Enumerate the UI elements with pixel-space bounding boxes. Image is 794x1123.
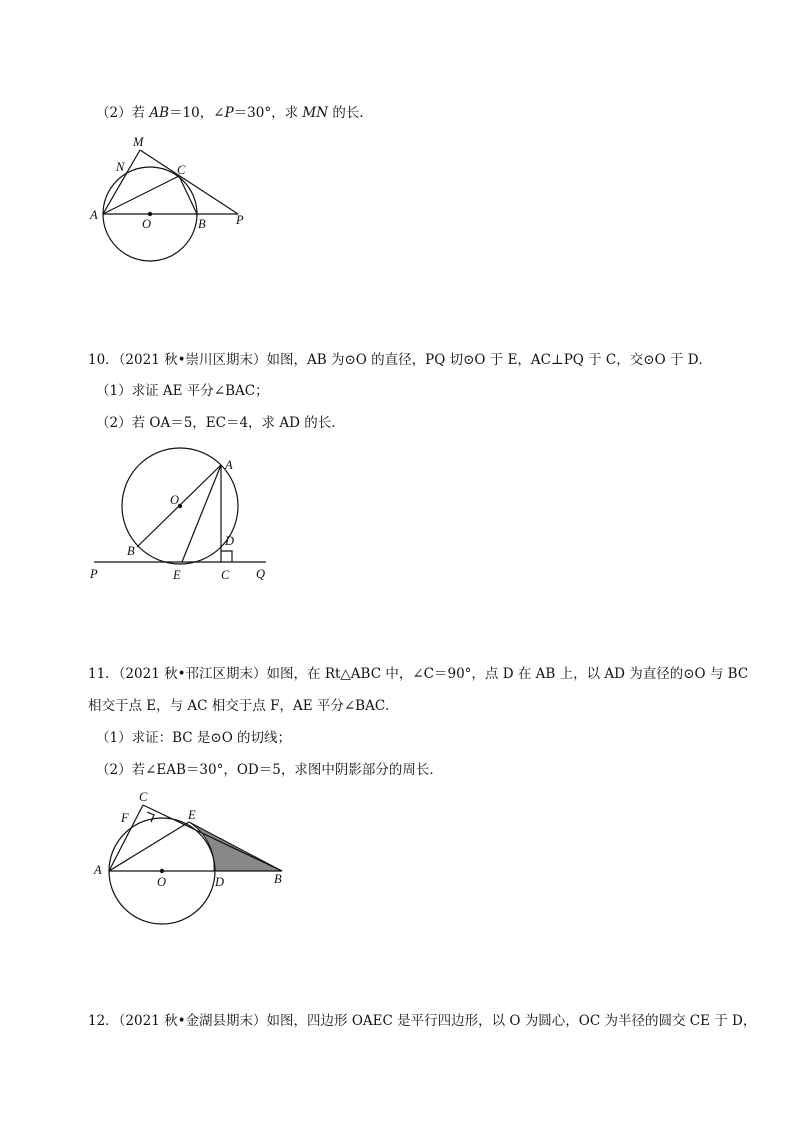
q10-header: 10．（2021 秋•崇川区期末）如图，AB 为⊙O 的直径，PQ 切⊙O 于 E，AC⊥PQ 于 C，交⊙O 于 D． [88, 352, 713, 368]
q10-label-b: B [127, 544, 135, 558]
q11-part2: （2）若∠EAB＝30°，OD＝5，求图中阴影部分的周长． [96, 762, 443, 778]
q9-label-m: M [133, 135, 144, 149]
q9-var-mn: MN [302, 105, 329, 121]
q9-text3: 的长． [328, 105, 373, 121]
q11-right-angle [147, 812, 154, 822]
q12-header: 12．（2021 秋•金湖县期末）如图，四边形 OAEC 是平行四边形，以 O 为圆心，OC 为半径的圆交 CE 于 D， [88, 1013, 757, 1029]
q9-var-ab: AB [149, 105, 170, 121]
q10-label-c: C [221, 568, 230, 582]
q9-text2: ＝30°，求 [233, 105, 303, 121]
q11-header-line1: 11．（2021 秋•邗江区期末）如图，在 Rt△ABC 中，∠C＝90°，点 D 在 AB 上，以 AD 为直径的⊙O 与 BC [88, 666, 749, 682]
q11-label-e: E [188, 808, 196, 822]
q11-label-b: B [274, 872, 282, 886]
q10-label-e: E [173, 568, 181, 582]
q11-label-f: F [121, 811, 129, 825]
q10-label-o: O [170, 493, 180, 507]
q10-part2: （2）若 OA＝5，EC＝4，求 AD 的长． [96, 415, 345, 431]
q10-label-d: D [225, 534, 235, 548]
q11-label-d: D [215, 875, 225, 889]
q9-part2-prefix: （2）若 [96, 105, 150, 121]
q9-text1: ＝10，∠ [169, 105, 225, 121]
q9-label-a: A [90, 208, 98, 222]
q9-label-o: O [142, 217, 152, 231]
q10-label-a: A [225, 458, 233, 472]
q10-label-p: P [90, 567, 98, 581]
q10-part1: （1）求证 AE 平分∠BAC； [96, 383, 269, 399]
q9-label-b: B [198, 217, 206, 231]
q11-shaded-region [189, 822, 282, 871]
q11-center-dot [160, 869, 164, 873]
q10-label-q: Q [256, 567, 266, 581]
q11-label-c: C [139, 790, 148, 804]
q9-label-c: C [177, 163, 186, 177]
q9-label-p: P [236, 213, 244, 227]
q9-var-p: P [224, 105, 234, 121]
q11-header-line2: 相交于点 E，与 AC 相交于点 F，AE 平分∠BAC． [88, 698, 399, 714]
q11-label-a: A [94, 863, 102, 877]
q9-label-n: N [116, 160, 125, 174]
q11-part1: （1）求证：BC 是⊙O 的切线； [96, 730, 292, 746]
q11-label-o: O [157, 875, 167, 889]
